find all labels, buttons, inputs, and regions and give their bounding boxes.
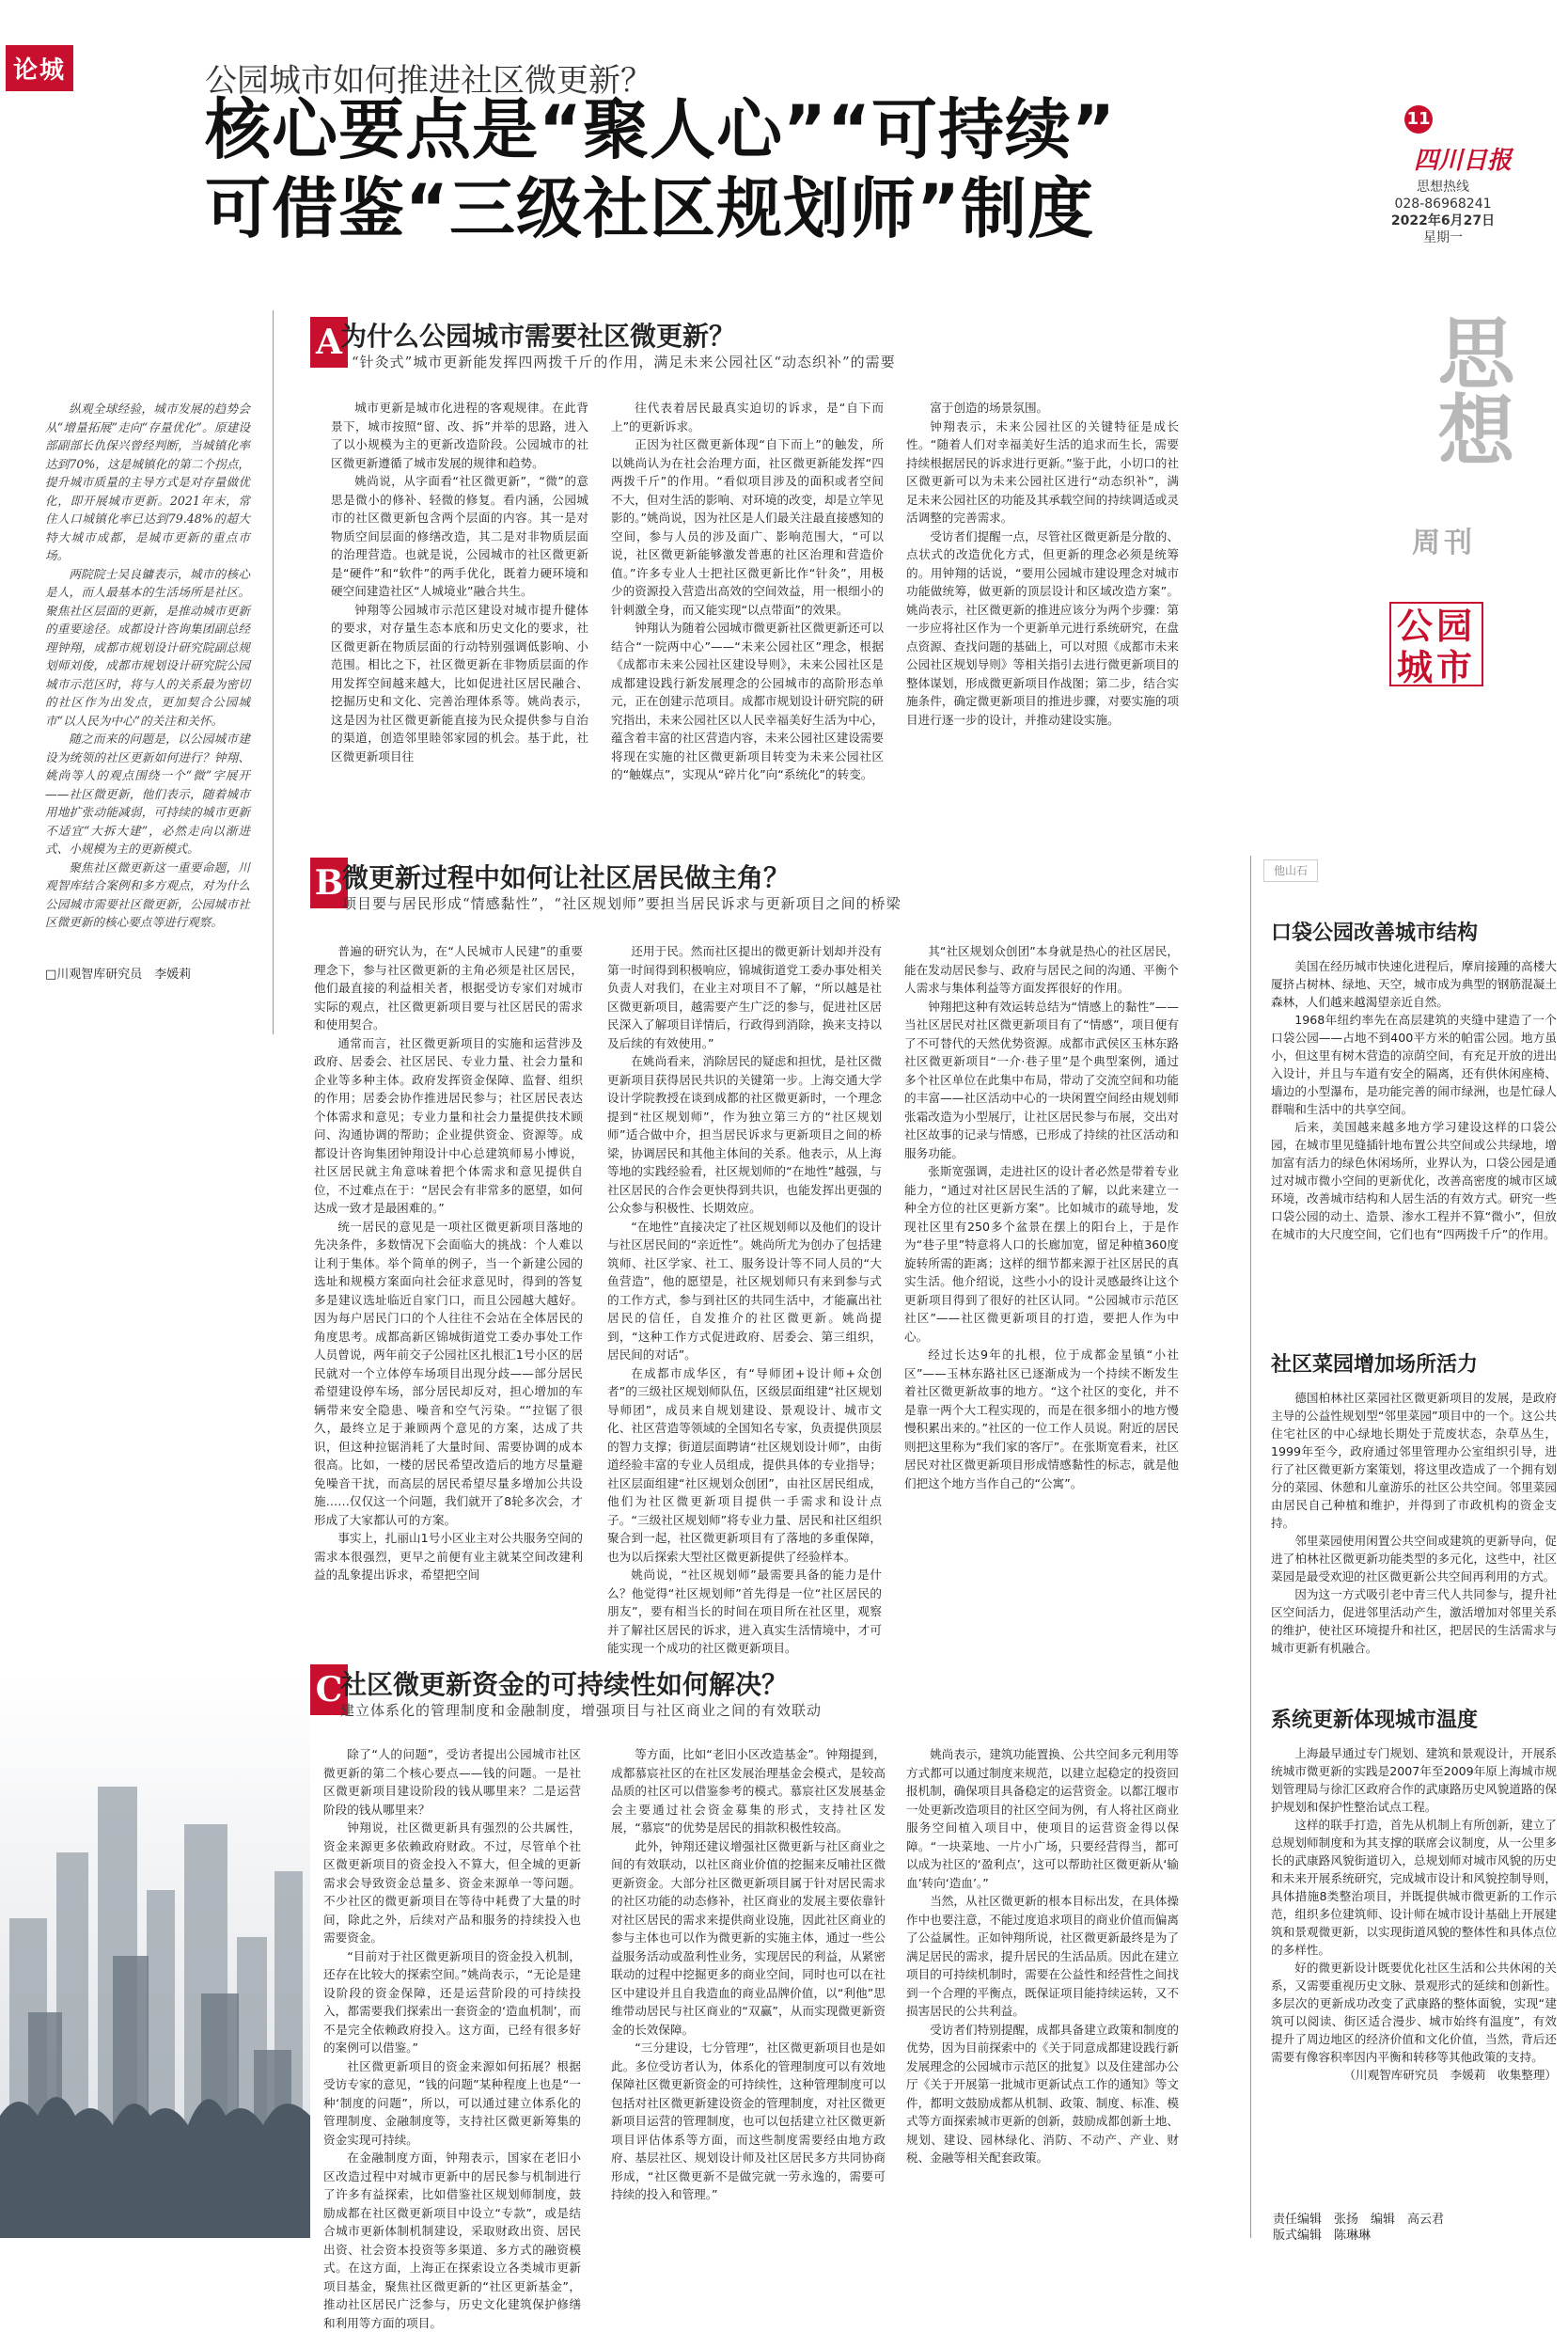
- section-b-col-3: [904, 942, 1179, 1492]
- sidebar-paragraph: 1968年纽约率先在高层建筑的夹缝中建造了一个口袋公园——占地不到400平方米的帕雷公园。地方虽小，但这里有树木营造的凉荫空间，有充足开放的进出入设计，并且与车道有安全的隔离，还有供休闲座椅、墙边的小型瀑布，是功能完善的闹市绿洲，也是忙碌人群喘和生活中的共享空间。: [1271, 1013, 1557, 1116]
- section-c-subheading: 建立体系化的管理制度和金融制度，增强项目与社区商业之间的有效联动: [340, 1702, 823, 1719]
- body-paragraph: 富于创造的场景氛围。: [930, 401, 1049, 415]
- sidebar-heading: 社区菜园增加场所活力: [1271, 1353, 1479, 1377]
- sidebar-article-2: [1271, 1348, 1557, 1657]
- sidebar-paragraph: 美国在经历城市快速化进程后，摩肩接踵的高楼大厦挤占树林、绿地、天空，城市成为典型的钢筋混凝土森林，人们越来越渴望亲近自然。: [1271, 959, 1557, 1009]
- sidebar-paragraph: 邻里菜园使用闲置公共空间或建筑的更新导向，促进了柏林社区微更新功能类型的多元化，这些中，社区菜园是最受欢迎的社区微更新公共空间再利用的方式。: [1271, 1534, 1557, 1584]
- body-paragraph: 钟翔认为随着公园城市微更新社区微更新还可以结合“一院两中心”——“未来公园社区”理念，根据《成都市未来公园社区建设导则》，未来公园社区是成都建设践行新发展理念的公园城市的高阶形态单元，正在创建示范项目。成都市规划设计研究院的研究指出，未来公园社区以人民幸福美好生活为中心，蕴含着丰富的社区营造内容，未来公园社区建设需要将现在实施的社区微更新项目转变为未来公园社区的“触媒点”，实现从“碎片化”向“系统化”的转变。: [611, 621, 884, 781]
- editor-credits: [1273, 2212, 1444, 2244]
- section-a-heading: 为什么公园城市需要社区微更新？: [340, 321, 736, 352]
- masthead-info: [1372, 179, 1513, 246]
- editor-line: 版式编辑 陈琳琳: [1273, 2229, 1372, 2243]
- headline: [205, 90, 1116, 248]
- section-b-col-2: [607, 942, 882, 1658]
- body-paragraph: “目前对于社区微更新项目的资金投入机制，还存在比较大的探索空间。”姚尚表示，“无论是建设阶段的资金保障，还是运营阶段的可持续投入，都需要我们探索出一套资金的‘造血机制’，而不是完全依赖政府投入。这方面，已经有很多好的案例可以借鉴。”: [323, 1948, 581, 2055]
- section-c-col-3: [906, 1745, 1179, 2167]
- weekly-title: 思想: [1425, 313, 1515, 467]
- section-a-col-2: [611, 399, 884, 784]
- sidebar-article-1: [1271, 917, 1557, 1243]
- body-paragraph: 姚尚说，“社区规划师”最需要具备的能力是什么？他觉得“社区规划师”首先得是一位“社区居民的朋友”，要有相当长的时间在项目所在社区里，观察并了解社区居民的诉求，进入真实生活情境中，才可能实现一个成功的社区微更新项目。: [607, 1568, 882, 1655]
- body-paragraph: 钟翔把这种有效运转总结为“情感上的黏性”——当社区居民对社区微更新项目有了“情感”，项目便有了不可替代的天然优势资源。成都市武侯区玉林东路社区微更新项目“一介·巷子里”是个典型案例，通过多个社区单位在此集中布局，带动了交流空间和功能的丰富——社区活动中心的一块闲置空间经由规划师张霜改造为小型展厅，让社区居民参与布展，交出对社区故事的记录与情感，已形成了持续的社区活动和服务功能。: [904, 999, 1179, 1160]
- kicker: 公园城市如何推进社区微更新？: [205, 62, 652, 100]
- headline-line-1: 核心要点是“聚人心”“可持续”: [205, 91, 1117, 168]
- sidebar-paragraph: 好的微更新设计既要优化社区生活和公共休闲的关系，又需要重视历史文脉、景观形式的延续和创新性。多层次的更新成功改变了武康路的整体面貌，实现“建筑可以阅读、街区适合漫步、城市始终有温度”，有效提升了周边地区的经济价值和文化价值，当然，背后还需要有像容积率因内平衡和转移等其他政策的支持。: [1271, 1961, 1557, 2064]
- body-paragraph: 钟翔等公园城市示范区建设对城市提升健体的要求，对存量生态本底和历史文化的要求，社区微更新在物质层面的行动特别强调低影响、小范围。相比之下，社区微更新在非物质层面的作用发挥空间越来越大，比如促进社区居民融合、挖掘历史和文化、完善治理体系等。姚尚表示，这是因为社区微更新能直接为民众提供参与自治的渠道，创造邻里睦邻家园的机会。基于此，社区微更新项目往: [331, 602, 588, 764]
- section-a-col-1: [331, 399, 588, 765]
- intro-paragraph: 随之而来的问题是，以公园城市建设为统领的社区更新如何进行？钟翔、姚尚等人的观点围绕一个“微”字展开——社区微更新，他们表示，随着城市用地扩张动能减弱，可持续的城市更新不适宜“大拆大建”，必然走向以渐进式、小规模为主的更新模式。: [45, 732, 250, 856]
- page-number-badge: 11: [1404, 105, 1433, 134]
- sidebar-paragraph: 这样的联手打造，首先从机制上有所创新，建立了总规划师制度和为其支撑的联席会议制度，从一公里多长的武康路风貌街道切入，总规划师对城市风貌的历史和未来开展系统研究，完成城市设计和风貌控制导则，具体措施8类整治项目，并既提供城市微更新的工作示范，组织多位建筑师、设计师在城市设计基础上开展建筑和景观微更新，以实现街道风貌的整体性和具体点位的多样性。: [1271, 1818, 1557, 1957]
- sidebar-article-3: [1271, 1704, 1557, 2084]
- body-paragraph: 钟翔说，社区微更新具有强烈的公共属性，资金来源更多依赖政府财政。不过，尽管单个社区微更新项目的资金投入不算大，但全城的更新需求会导致资金总量多、资金来源单一等问题。不少社区的微更新项目在等待中耗费了大量的时间，除此之外，后续对产品和服务的持续投入也需要资金。: [323, 1820, 581, 1945]
- body-paragraph: 张斯宽强调，走进社区的设计者必然是带着专业能力，“通过对社区居民生活的了解，以此来建立一种全方位的社区更新方案”。比如城市的疏导地，发现社区里有250多个盆景在摆上的阳台上，于是作为“巷子里”特意将人口的长廊加宽，留足种植360度旋转所需的距离；这样的细节都来源于社区居民的真实生活。他介绍说，这些小小的设计灵感最终让这个更新项目得到了很好的社区认同。“公园城市示范区社区”——社区微更新项目的打造，要把人作为中心。: [904, 1164, 1179, 1344]
- section-a-subheading: “针灸式”城市更新能发挥四两拨千斤的作用，满足未来公园社区“动态织补”的需要: [352, 354, 896, 370]
- body-paragraph: 在姚尚看来，消除居民的疑虑和担忧，是社区微更新项目获得居民共识的关键第一步。上海交通大学设计学院教授在谈到成都的社区微更新时，一个理念提到“社区规划师”，作为独立第三方的“社区规划师”适合做中介，担当居民诉求与更新项目之间的桥梁，协调居民和其他主体间的关系。他表示，从上海等地的实践经验看，社区规划师的“在地性”越强，与社区居民的合作会更快得到共识，也能发挥出更强的公众参与积极性、长期效应。: [607, 1054, 882, 1215]
- hotline-label: 思想热线: [1417, 180, 1469, 195]
- section-c-col-1: [323, 1745, 581, 2332]
- headline-line-2: 可借鉴“三级社区规划师”制度: [205, 170, 1095, 247]
- sidebar-heading: 系统更新体现城市温度: [1271, 1709, 1479, 1732]
- issue-date: 2022年6月27日: [1390, 213, 1496, 228]
- body-paragraph: 还用于民。然而社区提出的微更新计划却并没有第一时间得到积极响应，锦城街道党工委办事处相关负责人对我们，在业主对项目不了解，“所以越是社区微更新项目，越需要产生广泛的参与，促进社区居民深入了解项目详情后，行政得到消除，换来支持以及后续的有效使用。”: [607, 944, 882, 1050]
- byline: □川观智库研究员 李媛莉: [45, 967, 192, 982]
- body-paragraph: 统一居民的意见是一项社区微更新项目落地的先决条件，多数情况下会面临大的挑战：个人难以让利于集体。举个简单的例子，当一个新建公园的选址和规模方案面向社会征求意见时，得到的答复多是建议选址临近自家门口，而且公园越大越好。因为每户居民门口的个人往往不会站在全体居民的角度思考。成都高新区锦城街道党工委办事处工作人员曾说，两年前交子公园社区扎根汇1号小区的居民就对一个立体停车场项目出现分歧——部分居民希望建设停车场，部分居民却反对，担心增加的车辆带来安全隐患、噪音和空气污染。“”拉锯了很久，最终立足于兼顾两个意见的方案，达成了共识，但这种拉锯消耗了大量时间、需要协调的成本很高。比如，一楼的居民希望改造后的地方尽量避免噪音干扰，而高层的居民希望尽量多增加公共设施……仅仅这一个问题，我们就开了8轮多次会，才形成了大家都认可的方案。: [314, 1219, 583, 1527]
- paper-logo: 四川日报: [1413, 147, 1512, 175]
- weekday: 星期一: [1423, 230, 1463, 245]
- body-paragraph: “三分建设，七分管理”，社区微更新项目也是如此。多位受访者认为，体系化的管理制度可以有效地保障社区微更新资金的可持续性，这种管理制度可以包括对社区微更新建设资金的管理制度，对社区微更新项目运营的管理制度，也可以包括建立社区微更新项目评估体系等方面，而这些制度需要经由地方政府、基层社区、规划设计师及社区居民多方共同协商形成，“社区微更新不是做完就一劳永逸的，需要可持续的投入和管理。”: [611, 2040, 886, 2201]
- intro-paragraph: 两院院士吴良镛表示，城市的核心是人，而人最基本的生活场所是社区。聚焦社区层面的更新，是推动城市更新的重要途径。成都设计咨询集团副总经理钟翔，成都市规划设计研究院副总规划师刘俊，成都市规划设计研究院公园城市示范区时，将与人的关系最为密切的社区作为出发点，更加契合公园城市“以人民为中心”的关注和关怀。: [45, 566, 250, 728]
- city-illustration: [0, 1674, 310, 2238]
- sidebar-paragraph: 上海最早通过专门规划、建筑和景观设计，开展系统城市微更新的实践是2007年至2009年原上海城市规划管理局与徐汇区政府合作的武康路历史风貌道路的保护规划和保护性整治试点工程。: [1271, 1746, 1557, 1814]
- weekly-subtitle: 周刊: [1412, 527, 1476, 559]
- sidebar-paragraph: 后来，美国越来越多地方学习建设这样的口袋公园，在城市里见缝插针地布置公共空间或公共绿地，增加富有活力的绿色休闲场所，业界认为，口袋公园是通过对城市微小空间的更新优化，改善高密度的城市区域环境，改善城市结构和人居生活的有效方式。研究一些口袋公园的动土、造景、渗水工程并不算“微小”，但放在城市的大尺度空间，它们也有“四两拨千斤”的作用。: [1271, 1120, 1557, 1241]
- body-paragraph: 正因为社区微更新体现“自下而上”的触发，所以姚尚认为在社会治理方面，社区微更新能发挥“四两拨千斤”的作用。“看似项目涉及的面积或者空间不大，但对生活的影响、对环境的改变，却是立竿见影的。”姚尚说，因为社区是人们最关注最直接感知的空间，参与人员的涉及面广、影响范围大，“可以说，社区微更新能够激发普惠的社区治理和营造价值。”许多专业人士把社区微更新比作“针灸”，用极少的资源投入营造出高效的空间效益，用一根细小的针刺激全身，而又能实现“以点带面”的效果。: [611, 437, 884, 617]
- seal-stamp: 公园城市: [1389, 602, 1483, 686]
- body-paragraph: 事实上，扎丽山1号小区业主对公共服务空间的需求本很强烈，更早之前便有业主就某空间改建利益的乱象提出诉求，希望把空间: [314, 1531, 583, 1582]
- section-a-col-3: [906, 399, 1179, 729]
- sidebar-paragraph: 德国柏林社区菜园社区微更新项目的发展，是政府主导的公益性规划型“邻里菜园”项目中的一个。这公共住宅社区的中心绿地长期处于荒废状态，杂草丛生，1999年至今，政府通过邻里管理办公室组织引导，进行了社区微更新方案策划，将这里改造成了一个拥有划分的菜园、休憩和儿童游乐的社区公共空间。邻里菜园由居民自己种植和维护，并得到了市政机构的资金支持。: [1271, 1391, 1557, 1530]
- body-paragraph: 钟翔表示，未来公园社区的关键特征是成长性。“随着人们对幸福美好生活的追求而生长，需要持续根据居民的诉求进行更新。”鉴于此，小切口的社区微更新可以为未来公园社区进行“动态织补”，满足未来公园社区的功能及其承载空间的持续调适或灵活调整的完善需求。: [906, 418, 1179, 525]
- body-paragraph: 除了“人的问题”，受访者提出公园城市社区微更新的第二个核心要点——钱的问题。一是社区微更新项目建设阶段的钱从哪里来？二是运营阶段的钱从哪里来？: [323, 1747, 581, 1817]
- hotline-number: 028-86968241: [1394, 197, 1492, 212]
- body-paragraph: 受访者们特别提醒，成都具备建立政策和制度的优势，因为目前探索中的《关于同意成都建设践行新发展理念的公园城市示范区的批复》以及住建部办公厅《关于开展第一批城市更新试点工作的通知》等文件，都明文鼓励成都从机制、政策、制度、标准、模式等方面探索城市更新的创新，鼓励成都创新土地、规划、建设、园林绿化、消防、不动产、产业、财税、金融等相关配套政策。: [906, 2022, 1179, 2165]
- section-c-col-2: [611, 1745, 886, 2204]
- section-c-letter: C: [310, 1664, 348, 1715]
- body-paragraph: 普遍的研究认为，在“人民城市人民建”的重要理念下，参与社区微更新的主角必须是社区居民，他们最直接的利益相关者，根据受访专家们对城市实际的观点，社区微更新项目要与社区居民的需求和使用契合。: [314, 944, 583, 1032]
- sidebar-heading: 口袋公园改善城市结构: [1271, 922, 1479, 945]
- section-b-letter: B: [310, 858, 348, 908]
- editor-line: 责任编辑 张扬 编辑 高云君: [1273, 2213, 1445, 2227]
- body-paragraph: 其“社区规划众创团”本身就是热心的社区居民，能在发动居民参与、政府与居民之间的沟通、平衡个人需求与集体利益等方面发挥很好的作用。: [904, 944, 1179, 995]
- body-paragraph: 通常而言，社区微更新项目的实施和运营涉及政府、居委会、社区居民、专业力量、社会力量和企业等多种主体。政府发挥资金保障、监督、组织的作用；居委会协作推进居民参与；社区居民表达个体需求和意见；专业力量和社会力量提供技术顾问、沟通协调的帮助；企业提供资金、资源等。成都设计咨询集团钟翔设计中心总建筑师易小博说，社区居民就主角意味着把个体需求和意见提供自位，不过难点在于：“居民会有非常多的愿望，如何达成一致才是最困难的。”: [314, 1035, 583, 1215]
- section-c-heading: 社区微更新资金的可持续性如何解决？: [340, 1669, 789, 1700]
- section-b-heading: 微更新过程中如何让社区居民做主角？: [342, 862, 791, 893]
- sidebar-divider: [1250, 856, 1251, 2238]
- body-paragraph: 社区微更新项目的资金来源如何拓展？根据受访专家的意见，“钱的问题”某种程度上也是“一种‘制度的问题”，所以，可以通过建立体系化的管理制度、金融制度等，支持社区微更新筹集的资金实现可持续。: [323, 2058, 581, 2147]
- body-paragraph: 在成都市成华区，有“导师团+设计师+众创者”的三级社区规划师队伍，区级层面组建“社区规划导师团”，成员来自规划建设、景观设计、城市文化、社区营造等领域的全国知名专家，负责提供顶层的智力支撑；街道层面聘请“社区规划设计师”，由街道经验丰富的专业人员组成，提供具体的专业指导；社区层面组建“社区规划众创团”，由社区居民组成，他们为社区微更新项目提供一手需求和设计点子。“三级社区规划师”将专业力量、居民和社区组织聚合到一起，社区微更新项目有了落地的多重保障，也为以后探索大型社区微更新提供了经验样本。: [607, 1365, 882, 1564]
- section-a-letter: A: [310, 317, 348, 368]
- sidebar-paragraph: 因为这一方式吸引老中青三代人共同参与，提升社区空间活力，促进邻里活动产生，激活增加对邻里关系的维护，使社区环境提升和社区，把居民的生活需求与城市更新有机融合。: [1271, 1587, 1557, 1655]
- body-paragraph: 城市更新是城市化进程的客观规律。在此背景下，城市按照“留、改、拆”并举的思路，进入了以小规模为主的更新改造阶段。公园城市的社区微更新遵循了城市发展的规律和趋势。: [331, 401, 588, 470]
- body-paragraph: 此外，钟翔还建议增强社区微更新与社区商业之间的有效联动，以社区商业价值的挖掘来反哺社区微更新资金。大部分社区微更新项目属于针对居民需求的社区功能的动态修补，社区商业的发展主要依靠针对社区居民的需求来提供商业设施，因此社区商业的参与主体也可以作为微更新的实施主体，通过一些公益服务活动或盈利性业务，实现居民的利益，从紧密联动的过程中挖掘更多的商业空间，同时也可以在社区中建设并且自我造血的商业品牌价值，以“利他”思维带动居民与社区商业的“双赢”，从而实现微更新资金的长效保障。: [611, 1838, 886, 2037]
- body-paragraph: 受访者们提醒一点，尽管社区微更新是分散的、点状式的改造优化方式，但更新的理念必须是统筹的。用钟翔的话说，“要用公园城市建设理念对城市功能做统筹，做更新的顶层设计和区域改造方案”。姚尚表示，社区微更新的推进应该分为两个步骤：第一步应将社区作为一个更新单元进行系统研究，在盘点资源、查找问题的基础上，可以对照《成都市未来公园社区规划导则》等相关指引去进行微更新项目的整体谋划，形成微更新项目作战图；第二步，结合实施条件，确定微更新项目的推进步骤，对要实施的项目进行逐一步的设计，并推动建设实施。: [906, 528, 1179, 727]
- intro-paragraph: 纵观全球经验，城市发展的趋势会从“增量拓展”走向“存量优化”。原建设部副部长仇保兴曾经判断，当城镇化率达到70%，这是城镇化的第二个拐点，提升城市质量的主导方式是对存量做优化，即开展城市更新。2021年末，常住人口城镇化率已达到79.48%的超大特大城市成都，是城市更新的重点市场。: [45, 402, 250, 562]
- body-paragraph: “在地性”直接决定了社区规划师以及他们的设计与社区居民间的“亲近性”。姚尚所尤为创办了包括建筑师、社区学家、社工、服务设计等不同人员的“大鱼营造”，他的愿望是，社区规划师只有来到参与式的工作方式，参与到社区的共同生活中，才能赢出社居民的信任，自发推介的社区微更新。姚尚提到，“这种工作方式促进政府、居委会、第三组织，居民间的对话”。: [607, 1219, 882, 1362]
- body-paragraph: 等方面，比如“老旧小区改造基金”。钟翔提到，成都慕宸社区的在社区发展治理基金会模式，是较高品质的社区可以借鉴参考的模式。慕宸社区发展基金会主要通过社会资金募集的形式，支持社区发展，“慕宸”的优势是居民的捐款积极性较高。: [611, 1747, 886, 1835]
- section-b-col-1: [314, 942, 583, 1584]
- column-divider: [273, 310, 274, 1034]
- body-paragraph: 姚尚说，从字面看“社区微更新”，“微”的意思是微小的修补、轻微的修复。看内涵，公园城市的社区微更新包含两个层面的内容。其一是对物质空间层面的修缮改造，其二是对非物质层面的治理营造。也就是说，公园城市的社区微更新是“硬件”和“软件”的两手优化，既着力硬环境和硬空间建造社区“人城境业”融合共生。: [331, 474, 588, 598]
- body-paragraph: 往代表着居民最真实迫切的诉求，是“自下而上”的更新诉求。: [611, 401, 884, 433]
- section-b-subheading: 项目要与居民形成“情感黏性”，“社区规划师”要担当居民诉求与更新项目之间的桥梁: [342, 895, 902, 912]
- body-paragraph: 姚尚表示，建筑功能置换、公共空间多元利用等方式都可以通过制度来规范，以建立起稳定的投资回报机制，确保项目具备稳定的运营资金。以都江堰市一处更新改造项目的社区空间为例，有人将社区商业服务空间植入项目中，使项目的运营资金得以保障。“一块菜地、一片小广场，只要经营得当，都可以成为社区的‘盈利点’，这可以帮助社区微更新从‘输血’转向‘造血’。”: [906, 1747, 1179, 1890]
- section-label: 论城: [6, 45, 73, 91]
- body-paragraph: 经过长达9年的扎根，位于成都金星镇“小社区”——玉林东路社区已逐渐成为一个持续不断发生着社区微更新故事的地方。“这个社区的变化，并不是靠一两个大工程实现的，而是在很多细小的地方慢慢积累出来的。”社区的一位工作人员说。附近的居民则把这里称为“我们家的客厅”。在张斯宽看来，社区居民对社区微更新项目形成情感黏性的标志，就是他们把这个地方当作自己的“公寓”。: [904, 1347, 1179, 1490]
- sidebar-credit: （川观智库研究员 李媛莉 收集整理）: [1343, 2068, 1557, 2082]
- intro-paragraph: 聚焦社区微更新这一重要命题，川观智库结合案例和多方观点，对为什么公园城市需要社区微更新，公园城市社区微更新的核心要点等进行观察。: [45, 859, 250, 929]
- sidebar-tag: 他山石: [1263, 859, 1318, 882]
- intro-column: [45, 400, 250, 982]
- body-paragraph: 在金融制度方面，钟翔表示，国家在老旧小区改造过程中对城市更新中的居民参与机制进行了许多有益探索，比如借鉴社区规划师制度，鼓励成都在社区微更新项目中设立“专款”，或是结合城市更新体制机制建设，采取财政出资、居民出资、社会资本投资等多渠道、多方式的融资模式。在这方面，上海正在探索设立各类城市更新项目基金，聚焦社区微更新的“社区更新基金”，推动社区居民广泛参与，历史文化建筑保护修缮和利用等方面的项目。: [323, 2151, 581, 2330]
- body-paragraph: 当然，从社区微更新的根本目标出发，在具体操作中也要注意，不能过度追求项目的商业价值而偏离了公益属性。正如钟翔所说，社区微更新最终是为了满足居民的需求，提升居民的生活品质。因此在建立项目的可持续机制时，需要在公益性和经营性之间找到一个合理的平衡点，既保证项目能持续运转，又不损害居民的公共利益。: [906, 1894, 1179, 2018]
